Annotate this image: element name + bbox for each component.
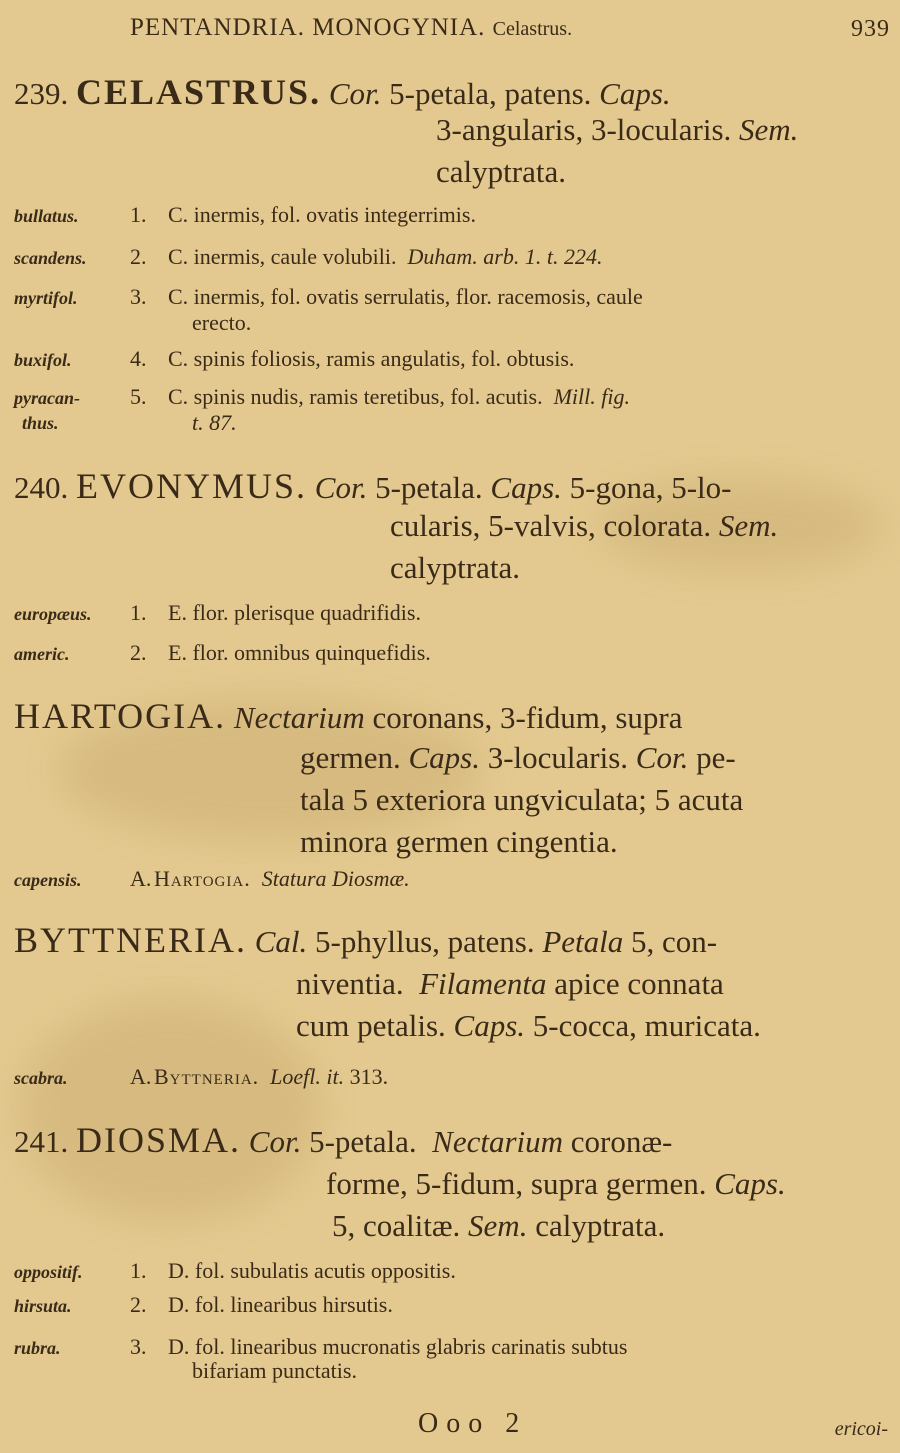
character-text: calyptrata.: [390, 550, 520, 585]
character-text: 5-petala, patens.: [389, 76, 592, 111]
genus-heading-line: [14, 1120, 672, 1162]
species-number: 4.: [130, 346, 147, 371]
character-text: 5, con-: [631, 924, 718, 959]
character-text: Caps.: [490, 470, 562, 505]
species-diagnosis: D. fol. linearibus hirsutis.: [168, 1292, 393, 1317]
genus-character-line: [300, 738, 736, 778]
character-text: 5-petala.: [309, 1124, 417, 1159]
character-text: 3-angularis, 3-locularis.: [436, 112, 732, 147]
character-text: Caps.: [599, 76, 671, 111]
species-reference-page: 313.: [349, 1064, 389, 1089]
character-text: apice connata: [554, 966, 724, 1001]
character-text: 5, coalitæ.: [332, 1208, 461, 1243]
character-text: germen.: [300, 740, 401, 775]
page-number: 939: [851, 16, 890, 42]
trivial-name: hirsuta.: [14, 1296, 72, 1316]
species-entry: [14, 200, 476, 231]
character-text: Cor.: [635, 740, 689, 775]
species-entry: [14, 242, 602, 273]
species-diagnosis: E. flor. plerisque quadrifidis.: [168, 600, 421, 625]
species-entry: [14, 282, 643, 335]
genus-character-line: [436, 110, 798, 150]
character-text: coronans, 3-fidum, supra: [372, 700, 683, 735]
species-entry: [14, 864, 410, 895]
trivial-name: europæus.: [14, 604, 92, 624]
genus-name: BYTTNERIA.: [14, 920, 247, 960]
character-text: Cor.: [328, 76, 382, 111]
species-entry: [14, 344, 574, 375]
header-genus: Celastrus.: [492, 18, 573, 40]
species-diagnosis: Byttneria.: [154, 1064, 260, 1089]
species-diagnosis: Hartogia.: [154, 866, 251, 891]
genus-character-line: [332, 1206, 665, 1246]
species-number: A.: [130, 1064, 152, 1089]
trivial-name: americ.: [14, 644, 70, 664]
species-reference: Loefl. it.: [270, 1064, 345, 1089]
genus-name: CELASTRUS.: [76, 72, 322, 112]
species-entry: [14, 382, 630, 435]
genus-number: 239.: [14, 76, 69, 111]
species-continuation: erecto.: [192, 310, 252, 335]
character-text: Caps.: [714, 1166, 786, 1201]
species-number: A.: [130, 866, 152, 891]
species-number: 2.: [130, 640, 147, 665]
character-text: cum petalis.: [296, 1008, 446, 1043]
character-text: Caps.: [453, 1008, 526, 1043]
running-header: [130, 14, 890, 42]
species-number: 3.: [130, 284, 147, 309]
genus-character-line: [390, 548, 520, 588]
species-number: 1.: [130, 202, 147, 227]
genus-character-line: [300, 822, 618, 862]
species-number: 2.: [130, 244, 147, 269]
trivial-name-continuation: thus.: [22, 413, 59, 433]
signature-mark: Ooo 2: [418, 1408, 528, 1439]
species-entry: [14, 1062, 388, 1093]
genus-heading-line: [14, 920, 717, 962]
character-text: Cor.: [248, 1124, 302, 1159]
genus-character-line: [326, 1164, 786, 1204]
character-text: minora germen cingentia.: [300, 824, 618, 859]
species-entry: [14, 598, 421, 629]
genus-character-line: [296, 1006, 761, 1046]
page-stain: [20, 1000, 320, 1220]
trivial-name: oppositif.: [14, 1262, 83, 1282]
species-diagnosis: C. inermis, caule volubili.: [168, 244, 397, 269]
genus-number: 241.: [14, 1124, 69, 1159]
character-text: pe-: [696, 740, 736, 775]
trivial-name: scandens.: [14, 248, 87, 268]
species-number: 3.: [130, 1334, 147, 1359]
species-diagnosis: C. inermis, fol. ovatis integerrimis.: [168, 202, 476, 227]
genus-name: DIOSMA.: [76, 1120, 242, 1160]
character-text: calyptrata.: [436, 154, 566, 189]
species-continuation: bifariam punctatis.: [192, 1358, 357, 1383]
genus-heading-line: [14, 72, 671, 114]
genus-character-line: [390, 506, 778, 546]
character-text: 5-cocca, muricata.: [532, 1008, 761, 1043]
trivial-name: pyracan-: [14, 388, 80, 408]
trivial-name: bullatus.: [14, 206, 79, 226]
trivial-name: buxifol.: [14, 350, 72, 370]
header-title: PENTANDRIA. MONOGYNIA.: [130, 14, 486, 41]
character-text: 3-locularis.: [487, 740, 629, 775]
character-text: calyptrata.: [535, 1208, 666, 1243]
species-continuation: t. 87.: [192, 410, 237, 435]
genus-character-line: [296, 964, 724, 1004]
species-number: 1.: [130, 1258, 147, 1283]
genus-name: EVONYMUS.: [76, 466, 308, 506]
character-text: 5-petala.: [375, 470, 483, 505]
character-text: Cal.: [254, 924, 308, 959]
species-entry: [14, 1290, 393, 1321]
species-number: 2.: [130, 1292, 147, 1317]
species-number: 1.: [130, 600, 147, 625]
character-text: 5-phyllus, patens.: [315, 924, 535, 959]
genus-heading-line: [14, 696, 682, 738]
character-text: cularis, 5-valvis, colorata.: [390, 508, 712, 543]
species-number: 5.: [130, 384, 147, 409]
species-reference: Statura Diosmæ.: [261, 866, 410, 891]
species-diagnosis: C. inermis, fol. ovatis serrulatis, flor. racemosis, caule: [168, 284, 643, 309]
genus-character-line: [436, 152, 566, 192]
trivial-name: rubra.: [14, 1338, 61, 1358]
character-text: tala 5 exteriora ungviculata; 5 acuta: [300, 782, 744, 817]
genus-character-line: [300, 780, 743, 820]
character-text: Caps.: [408, 740, 480, 775]
species-diagnosis: D. fol. linearibus mucronatis glabris carinatis subtus: [168, 1334, 628, 1359]
genus-name: HARTOGIA.: [14, 696, 227, 736]
character-text: Petala: [542, 924, 624, 959]
character-text: Sem.: [739, 112, 799, 147]
species-entry: [14, 638, 431, 669]
species-diagnosis: E. flor. omnibus quinquefidis.: [168, 640, 431, 665]
species-diagnosis: D. fol. subulatis acutis oppositis.: [168, 1258, 456, 1283]
species-diagnosis: C. spinis foliosis, ramis angulatis, fol. obtusis.: [168, 346, 575, 371]
catchword: ericoi-: [834, 1418, 888, 1440]
character-text: Filamenta: [419, 966, 547, 1001]
genus-number: 240.: [14, 470, 69, 505]
trivial-name: capensis.: [14, 870, 82, 890]
species-entry: [14, 1256, 456, 1287]
character-text: coronæ-: [570, 1124, 673, 1159]
character-text: Sem.: [468, 1208, 528, 1243]
character-text: 5-gona, 5-lo-: [569, 470, 732, 505]
character-text: Cor.: [314, 470, 368, 505]
character-text: Sem.: [718, 508, 779, 543]
trivial-name: myrtifol.: [14, 288, 78, 308]
species-diagnosis: C. spinis nudis, ramis teretibus, fol. acutis.: [168, 384, 543, 409]
species-reference: Duham. arb. 1. t. 224.: [407, 244, 603, 269]
character-text: forme, 5-fidum, supra germen.: [326, 1166, 707, 1201]
species-reference: Mill. fig.: [553, 384, 630, 409]
character-text: niventia.: [296, 966, 404, 1001]
trivial-name: scabra.: [14, 1068, 68, 1088]
character-text: Nectarium: [432, 1124, 564, 1159]
character-text: Nectarium: [233, 700, 365, 735]
genus-heading-line: [14, 466, 732, 508]
species-entry: [14, 1332, 628, 1383]
